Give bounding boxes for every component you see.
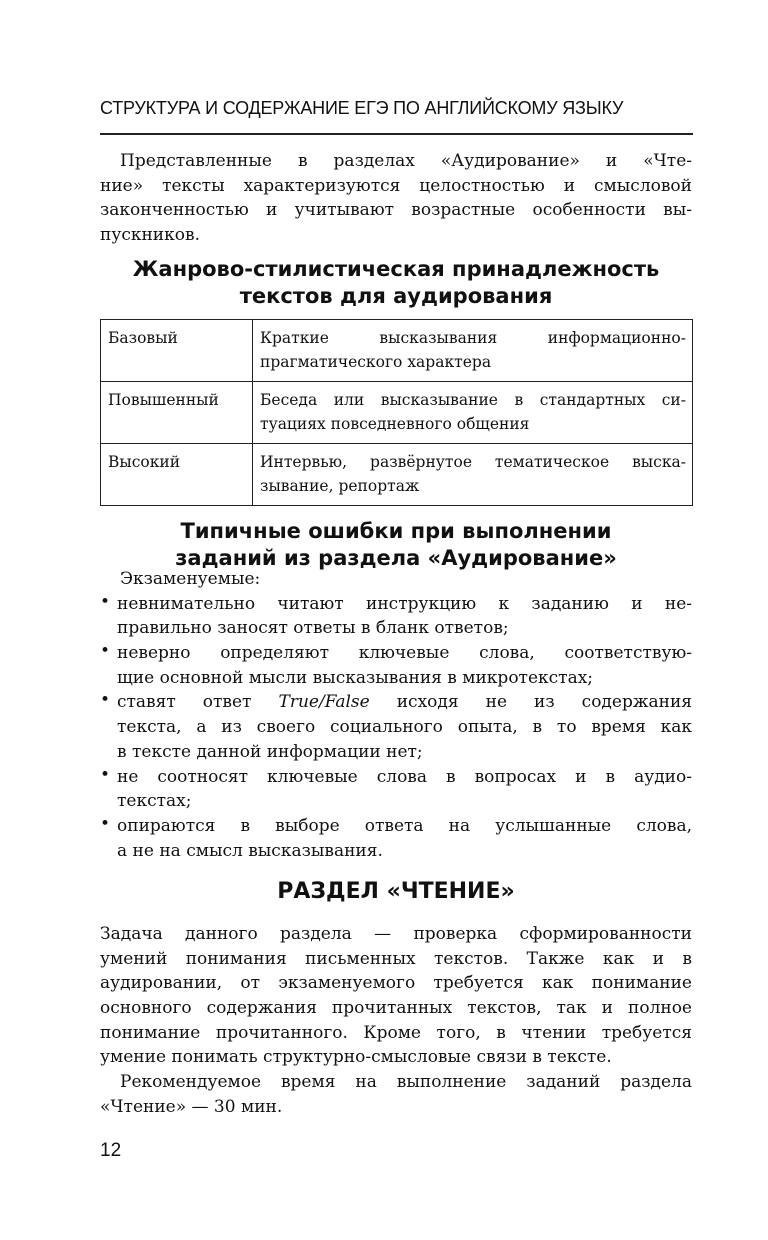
text-line: понимание прочитанного. Кроме того, в чтении требуется (100, 1022, 692, 1043)
text-line: законченностью и учитывают возрастные особенности вы- (100, 200, 692, 221)
description-line: прагматического характера (260, 353, 492, 371)
text-line: основного содержания прочитанных текстов, так и полное (100, 998, 692, 1019)
text-line: аудировании, от экзаменуемого требуется как понимание (100, 973, 692, 994)
text-line: умений понимания письменных текстов. Также как и в (100, 948, 692, 969)
heading-genre (100, 256, 692, 310)
text-line: текстах; (117, 791, 192, 812)
text-line: Рекомендуемое время на выполнение заданий раздела (120, 1072, 692, 1092)
description-line: Интервью, развёрнутое тематическое выска- (260, 453, 686, 471)
text-line: ние» тексты характеризуются целостностью и смысловой (100, 175, 692, 196)
list-item (100, 641, 692, 690)
list-item-text (117, 641, 692, 690)
description-line: Беседа или высказывание в стандартных си- (260, 391, 686, 409)
bullet-icon: • (100, 764, 111, 785)
description-cell (253, 444, 693, 506)
text-line: в тексте данной информации нет; (117, 741, 423, 762)
text-line: невнимательно читают инструкцию к заданию и не- (117, 593, 692, 614)
heading-errors (100, 518, 692, 572)
bullet-icon: • (100, 641, 111, 662)
list-item (100, 765, 692, 814)
errors-intro: Экзаменуемые: (120, 569, 261, 589)
text-line: неверно определяют ключевые слова, соответствую- (117, 643, 692, 664)
text-line: опираются в выборе ответа на услышанные слова, (117, 815, 692, 836)
level-cell: Повышенный (101, 382, 253, 444)
description-cell (253, 382, 693, 444)
errors-section (100, 567, 692, 863)
running-header: СТРУКТУРА И СОДЕРЖАНИЕ ЕГЭ ПО АНГЛИЙСКОМУ ЯЗЫКУ (100, 98, 624, 118)
list-item (100, 592, 692, 641)
level-cell: Базовый (101, 320, 253, 382)
text-line: щие основной мысли высказывания в микротекстах; (117, 667, 594, 688)
text-line: не соотносят ключевые слова в вопросах и в аудио- (117, 766, 692, 787)
list-item-text (117, 592, 692, 641)
level-cell: Высокий (101, 444, 253, 506)
list-item (100, 690, 692, 764)
list-item-text (117, 814, 692, 863)
header-rule (100, 133, 693, 135)
table-row (101, 444, 693, 506)
text-line: правильно заносят ответы в бланк ответов; (117, 618, 509, 639)
errors-list (100, 592, 692, 864)
text-line: а не на смысл высказывания. (117, 840, 383, 861)
reading-paragraph (100, 922, 692, 1070)
bullet-icon: • (100, 690, 111, 711)
text-line: ставят ответ True/False исходя не из содержания (117, 692, 692, 713)
heading-line: заданий из раздела «Аудирование» (175, 546, 617, 570)
genre-table (100, 319, 693, 506)
heading-reading: РАЗДЕЛ «ЧТЕНИЕ» (277, 879, 515, 904)
time-paragraph (100, 1070, 692, 1119)
table-row (101, 320, 693, 382)
heading-line: Типичные ошибки при выполнении (180, 519, 612, 543)
description-line: туациях повседневного общения (260, 415, 530, 433)
bullet-icon: • (100, 813, 111, 834)
list-item-text (117, 765, 692, 814)
table-row (101, 382, 693, 444)
bullet-icon: • (100, 591, 111, 612)
heading-line: Жанрово-стилистическая принадлежность (132, 257, 660, 281)
heading-line: текстов для аудирования (239, 284, 553, 308)
description-line: Краткие высказывания информационно- (260, 329, 686, 347)
text-line: умение понимать структурно-смысловые связи в тексте. (100, 1047, 612, 1068)
list-item-text (117, 690, 692, 764)
text-line: пускников. (100, 225, 200, 246)
text-line: Задача данного раздела — проверка сформированности (100, 924, 692, 944)
text-line: Представленные в разделах «Аудирование» и «Чте- (120, 151, 692, 171)
intro-paragraph (100, 149, 692, 248)
text-line: текста, а из своего социального опыта, в то время как (117, 717, 692, 738)
list-item (100, 814, 692, 863)
description-line: зывание, репортаж (260, 477, 420, 495)
text-line: «Чтение» — 30 мин. (100, 1096, 283, 1117)
page-number: 12 (100, 1140, 122, 1161)
description-cell (253, 320, 693, 382)
